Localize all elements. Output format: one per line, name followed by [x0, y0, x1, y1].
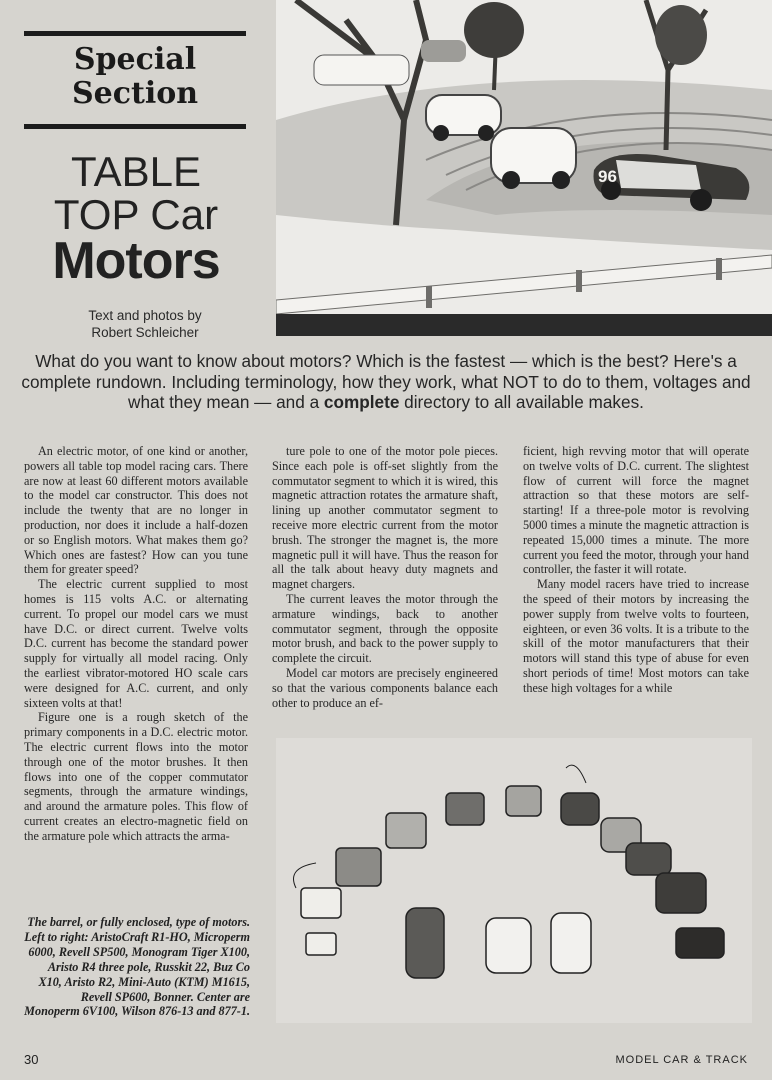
bottom-rule: [24, 124, 246, 129]
slot-car-track-photo: [276, 0, 772, 336]
col2-paragraph: The current leaves the motor through the armature windings, back to another commutator segment, through the opposite motor brush, and back to the power supply to complete the circuit.: [272, 591, 498, 666]
top-rule: [24, 31, 246, 36]
intro-text-b: directory to all available makes.: [399, 392, 644, 412]
motors-photo: [276, 738, 752, 1023]
column-1: [24, 444, 248, 844]
col2-paragraph: Model car motors are precisely engineered so that the various components balance each other to produce an ef-: [272, 665, 498, 710]
race-car-1: [426, 95, 501, 141]
column-2: [272, 444, 498, 710]
car-number: 96: [598, 167, 617, 186]
special-section-label: [24, 43, 246, 111]
magazine-name: MODEL CAR & TRACK: [615, 1054, 748, 1066]
photo-caption: The barrel, or fully enclosed, type of motors. Left to right: AristoCraft R1-HO, Microperm 6000, Revell SP500, Monogram Tiger X100, Aristo R4 three pole, Russkit 22, Buz Co X10, Aristo R2, Mini-Auto (KTM) M1615, Revell SP600, Bonner. Center are Monoperm 6V100, Wilson 876-13 and 877-1.: [24, 915, 250, 1019]
title-line-1: TABLE: [71, 148, 201, 195]
col1-paragraph: The electric current supplied to most homes is 115 volts A.C. or alternating current. To propel our model cars we must have D.C. or direct current. Twelve volts D.C. current has become the standard power supply for virtually all model racing. Only the earliest vibrator-motored HO scale cars were designed for A.C. current, and only sixteen volts at that!: [24, 577, 248, 710]
page-number: 30: [24, 1052, 39, 1067]
byline-line1: Text and photos by: [88, 308, 202, 323]
column-3: [523, 444, 749, 696]
byline-line2: Robert Schleicher: [91, 325, 199, 340]
byline: [40, 307, 250, 341]
title-line-2: TOP Car: [53, 191, 219, 238]
col1-paragraph: An electric motor, of one kind or another, powers all table top model racing cars. There are now at least 60 different motors available to the model car constructor. This does not include the twenty that are no longer in production, nor does it include a half-dozen or so English motors. What makes them go? Which ones are fastest? How can you tune them for greater speed?: [24, 444, 248, 577]
col1-paragraph: Figure one is a rough sketch of the primary components in a D.C. electric motor. The electric current flows into the motor through one of the motor brushes. It then flows into one of the copper commutator segments, through the armature windings, and around the armature poles. This flow of current creates an electro-magnetic field on the armature pole which attracts the arma-: [24, 710, 248, 843]
intro-text-bold: complete: [323, 392, 400, 412]
special-label-line1: Special: [73, 42, 197, 77]
intro-text-a: What do you want to know about motors? Which is the fastest — which is the best? Here's a complete rundown. Including terminology, how they work, what NOT to do to them, voltages and what they mean — and a: [21, 351, 751, 412]
intro-deck: [20, 351, 752, 413]
col3-paragraph: Many model racers have tried to increase the speed of their motors by increasing the power supply from twelve volts to fourteen, eighteen, or even 36 volts. It is a tribute to the skill of the motor manufacturers that their motors will stand this type of abuse for even short periods of time! Most motors can take these high voltages for a while: [523, 577, 749, 695]
race-car-2: [491, 128, 576, 189]
title-line-3: Motors: [52, 232, 220, 290]
col2-paragraph: ture pole to one of the motor pole pieces. Since each pole is off-set slightly from the commutator segment to which it is wired, this magnetic attraction rotates the armature shaft, lining up another commutator segment to receive more electric current from the motor brush. The stronger the magnet is, the more magnetic pull it will have. Thus the reason for all the talk about heavy duty magnets and magnet chargers.: [272, 444, 498, 592]
special-label-line2: Section: [71, 76, 199, 111]
col3-paragraph: ficient, high revving motor that will operate on twelve volts of D.C. current. The slightest flow of current will force the magnet attraction so that these motors are self-starting! If a three-pole motor is revolving 5000 times a minute the magnetic attraction is repeated 15,000 times a minute. The more current you feed the motor, through your hand controller, the faster it will rotate.: [523, 444, 749, 577]
